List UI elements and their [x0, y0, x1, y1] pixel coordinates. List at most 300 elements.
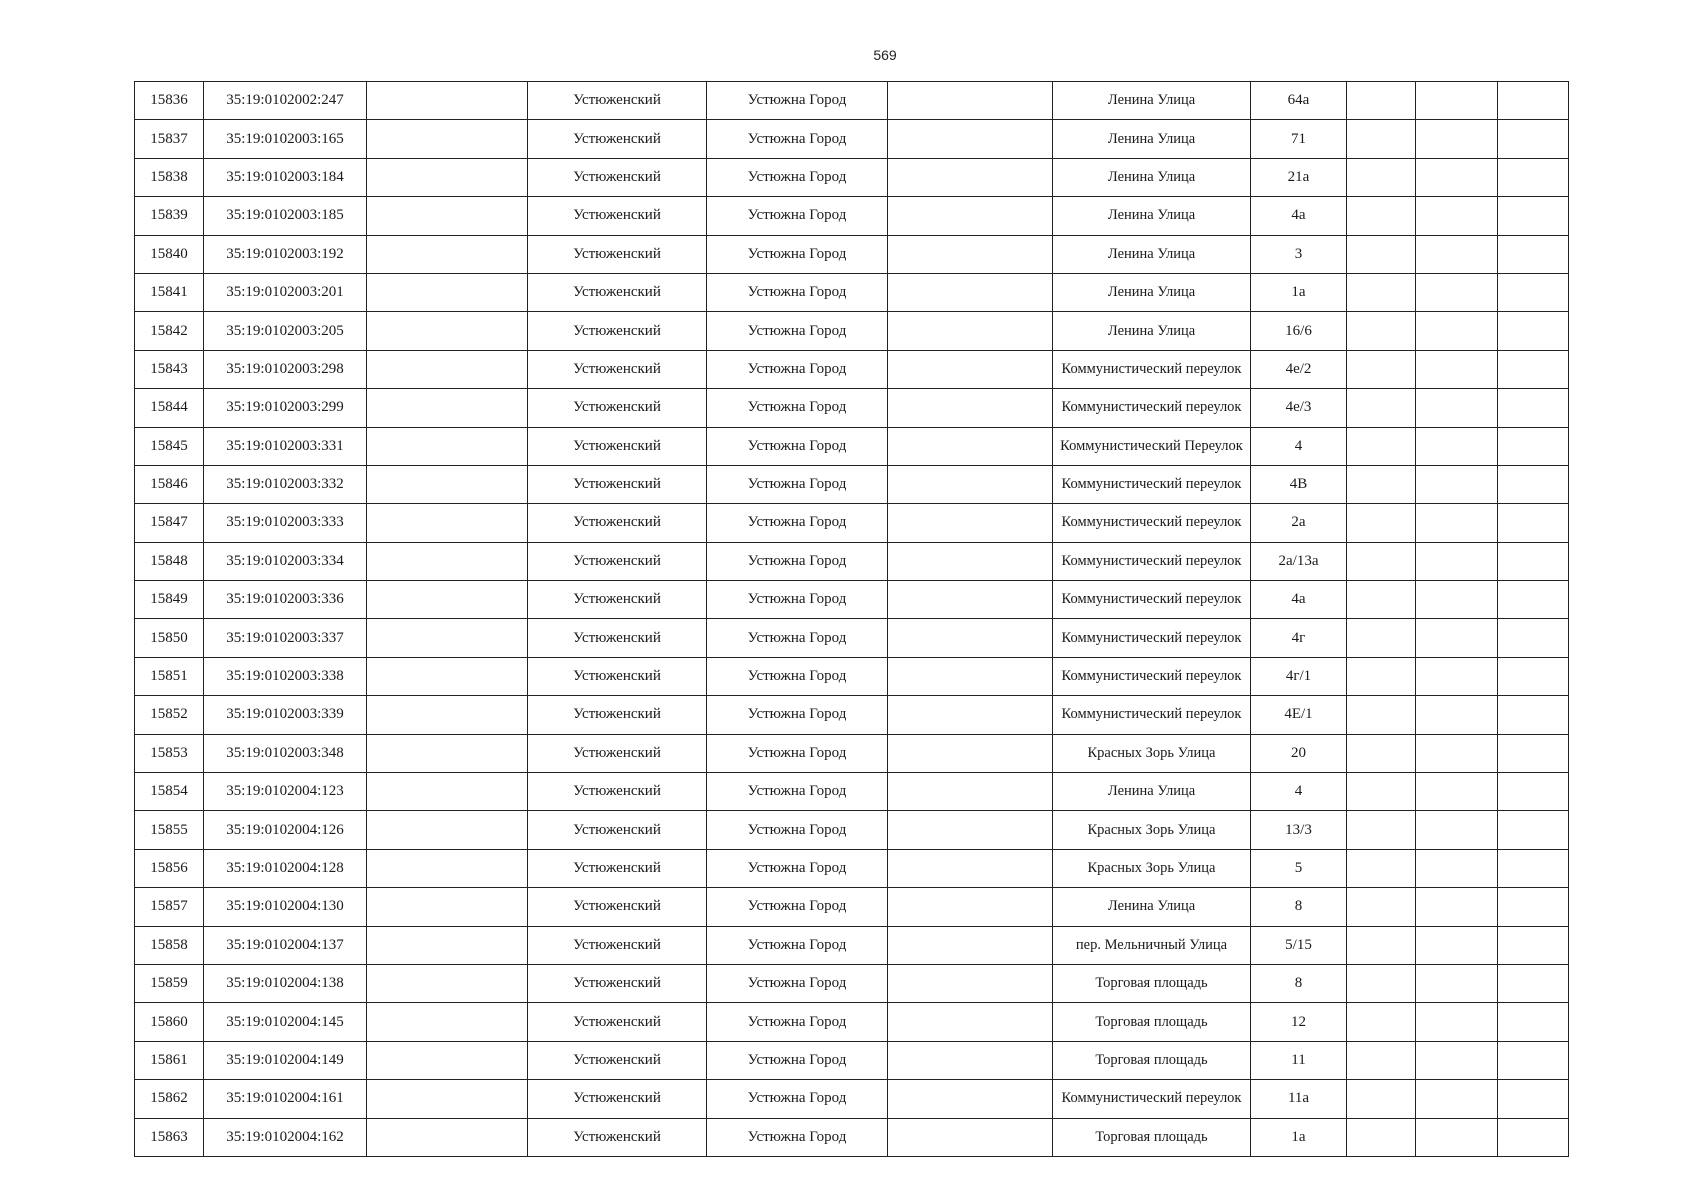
row-number-cell: 15844: [135, 389, 204, 427]
empty-cell: [1347, 120, 1416, 158]
cadastral-number-cell: 35:19:0102003:165: [204, 120, 367, 158]
street-cell: Ленина Улица: [1053, 235, 1251, 273]
street-cell: Ленина Улица: [1053, 273, 1251, 311]
district-cell: Устюженский: [528, 619, 707, 657]
empty-cell: [888, 811, 1053, 849]
table-row: [135, 350, 1569, 388]
settlement-cell: Устюжна Город: [707, 82, 888, 120]
empty-cell: [367, 427, 528, 465]
table-row: [135, 465, 1569, 503]
row-number-cell: 15852: [135, 696, 204, 734]
house-number-cell: 20: [1251, 734, 1347, 772]
house-number-cell: 4г: [1251, 619, 1347, 657]
district-cell: Устюженский: [528, 888, 707, 926]
row-number-cell: 15862: [135, 1080, 204, 1118]
house-number-cell: 71: [1251, 120, 1347, 158]
street-cell: пер. Мельничный Улица: [1053, 926, 1251, 964]
district-cell: Устюженский: [528, 1041, 707, 1079]
empty-cell: [1347, 581, 1416, 619]
house-number-cell: 4: [1251, 427, 1347, 465]
row-number-cell: 15845: [135, 427, 204, 465]
empty-cell: [1498, 542, 1569, 580]
settlement-cell: Устюжна Город: [707, 1118, 888, 1156]
table-row: [135, 542, 1569, 580]
empty-cell: [1416, 811, 1498, 849]
empty-cell: [1347, 389, 1416, 427]
row-number-cell: 15836: [135, 82, 204, 120]
empty-cell: [1498, 1003, 1569, 1041]
house-number-cell: 4Е/1: [1251, 696, 1347, 734]
house-number-cell: 12: [1251, 1003, 1347, 1041]
row-number-cell: 15856: [135, 849, 204, 887]
house-number-cell: 13/3: [1251, 811, 1347, 849]
cadastral-number-cell: 35:19:0102003:336: [204, 581, 367, 619]
table-row: [135, 581, 1569, 619]
row-number-cell: 15857: [135, 888, 204, 926]
street-cell: Коммунистический переулок: [1053, 542, 1251, 580]
empty-cell: [1416, 1080, 1498, 1118]
empty-cell: [888, 1118, 1053, 1156]
street-cell: Торговая площадь: [1053, 1118, 1251, 1156]
empty-cell: [888, 849, 1053, 887]
settlement-cell: Устюжна Город: [707, 1080, 888, 1118]
district-cell: Устюженский: [528, 273, 707, 311]
empty-cell: [1347, 197, 1416, 235]
cadastral-number-cell: 35:19:0102003:333: [204, 504, 367, 542]
cadastral-number-cell: 35:19:0102003:205: [204, 312, 367, 350]
district-cell: Устюженский: [528, 197, 707, 235]
cadastral-number-cell: 35:19:0102004:123: [204, 773, 367, 811]
street-cell: Коммунистический переулок: [1053, 504, 1251, 542]
empty-cell: [1498, 888, 1569, 926]
street-cell: Коммунистический Переулок: [1053, 427, 1251, 465]
district-cell: Устюженский: [528, 158, 707, 196]
cadastral-number-cell: 35:19:0102003:298: [204, 350, 367, 388]
page-number: 569: [873, 47, 897, 63]
empty-cell: [888, 82, 1053, 120]
cadastral-number-cell: 35:19:0102004:161: [204, 1080, 367, 1118]
empty-cell: [888, 350, 1053, 388]
table-row: [135, 158, 1569, 196]
table-row: [135, 312, 1569, 350]
empty-cell: [1347, 773, 1416, 811]
settlement-cell: Устюжна Город: [707, 197, 888, 235]
house-number-cell: 5/15: [1251, 926, 1347, 964]
street-cell: Ленина Улица: [1053, 197, 1251, 235]
street-cell: Ленина Улица: [1053, 158, 1251, 196]
street-cell: Коммунистический переулок: [1053, 657, 1251, 695]
house-number-cell: 5: [1251, 849, 1347, 887]
settlement-cell: Устюжна Город: [707, 235, 888, 273]
empty-cell: [888, 504, 1053, 542]
table-row: [135, 504, 1569, 542]
empty-cell: [367, 1003, 528, 1041]
settlement-cell: Устюжна Город: [707, 427, 888, 465]
house-number-cell: 64а: [1251, 82, 1347, 120]
row-number-cell: 15846: [135, 465, 204, 503]
street-cell: Красных Зорь Улица: [1053, 811, 1251, 849]
empty-cell: [1416, 581, 1498, 619]
district-cell: Устюженский: [528, 235, 707, 273]
empty-cell: [367, 734, 528, 772]
table-row: [135, 82, 1569, 120]
empty-cell: [1498, 619, 1569, 657]
empty-cell: [888, 1003, 1053, 1041]
cadastral-number-cell: 35:19:0102003:201: [204, 273, 367, 311]
empty-cell: [1498, 427, 1569, 465]
cadastral-number-cell: 35:19:0102003:334: [204, 542, 367, 580]
street-cell: Торговая площадь: [1053, 1041, 1251, 1079]
settlement-cell: Устюжна Город: [707, 542, 888, 580]
empty-cell: [1498, 811, 1569, 849]
table-row: [135, 197, 1569, 235]
row-number-cell: 15840: [135, 235, 204, 273]
empty-cell: [1498, 657, 1569, 695]
district-cell: Устюженский: [528, 465, 707, 503]
empty-cell: [1498, 465, 1569, 503]
empty-cell: [1498, 1118, 1569, 1156]
street-cell: Ленина Улица: [1053, 120, 1251, 158]
cadastral-number-cell: 35:19:0102004:149: [204, 1041, 367, 1079]
cadastral-number-cell: 35:19:0102003:192: [204, 235, 367, 273]
house-number-cell: 21а: [1251, 158, 1347, 196]
empty-cell: [888, 235, 1053, 273]
empty-cell: [367, 235, 528, 273]
table-row: [135, 619, 1569, 657]
empty-cell: [1498, 1041, 1569, 1079]
empty-cell: [367, 158, 528, 196]
row-number-cell: 15863: [135, 1118, 204, 1156]
settlement-cell: Устюжна Город: [707, 312, 888, 350]
empty-cell: [367, 926, 528, 964]
table-row: [135, 696, 1569, 734]
cadastral-number-cell: 35:19:0102003:185: [204, 197, 367, 235]
settlement-cell: Устюжна Город: [707, 581, 888, 619]
empty-cell: [367, 811, 528, 849]
table-row: [135, 811, 1569, 849]
table-row: [135, 773, 1569, 811]
house-number-cell: 4е/3: [1251, 389, 1347, 427]
street-cell: Торговая площадь: [1053, 964, 1251, 1002]
district-cell: Устюженский: [528, 811, 707, 849]
empty-cell: [888, 197, 1053, 235]
empty-cell: [888, 734, 1053, 772]
empty-cell: [888, 273, 1053, 311]
empty-cell: [367, 389, 528, 427]
empty-cell: [1347, 82, 1416, 120]
cadastral-number-cell: 35:19:0102002:247: [204, 82, 367, 120]
street-cell: Красных Зорь Улица: [1053, 849, 1251, 887]
row-number-cell: 15843: [135, 350, 204, 388]
empty-cell: [1347, 926, 1416, 964]
empty-cell: [1498, 82, 1569, 120]
empty-cell: [888, 1080, 1053, 1118]
empty-cell: [367, 849, 528, 887]
settlement-cell: Устюжна Город: [707, 657, 888, 695]
empty-cell: [1416, 542, 1498, 580]
street-cell: Коммунистический переулок: [1053, 350, 1251, 388]
cadastral-number-cell: 35:19:0102003:339: [204, 696, 367, 734]
street-cell: Ленина Улица: [1053, 888, 1251, 926]
empty-cell: [1347, 657, 1416, 695]
settlement-cell: Устюжна Город: [707, 619, 888, 657]
empty-cell: [1416, 964, 1498, 1002]
district-cell: Устюженский: [528, 1080, 707, 1118]
table-row: [135, 734, 1569, 772]
cadastral-number-cell: 35:19:0102003:331: [204, 427, 367, 465]
house-number-cell: 4г/1: [1251, 657, 1347, 695]
row-number-cell: 15850: [135, 619, 204, 657]
empty-cell: [1347, 1080, 1416, 1118]
row-number-cell: 15849: [135, 581, 204, 619]
street-cell: Коммунистический переулок: [1053, 619, 1251, 657]
empty-cell: [1416, 158, 1498, 196]
empty-cell: [367, 120, 528, 158]
empty-cell: [1498, 581, 1569, 619]
empty-cell: [1416, 1041, 1498, 1079]
district-cell: Устюженский: [528, 427, 707, 465]
cadastral-number-cell: 35:19:0102004:137: [204, 926, 367, 964]
empty-cell: [1347, 1041, 1416, 1079]
cadastral-number-cell: 35:19:0102004:126: [204, 811, 367, 849]
empty-cell: [1498, 773, 1569, 811]
settlement-cell: Устюжна Город: [707, 696, 888, 734]
empty-cell: [1416, 465, 1498, 503]
empty-cell: [1498, 197, 1569, 235]
empty-cell: [367, 696, 528, 734]
row-number-cell: 15858: [135, 926, 204, 964]
cadastral-number-cell: 35:19:0102004:130: [204, 888, 367, 926]
street-cell: Коммунистический переулок: [1053, 581, 1251, 619]
empty-cell: [1347, 811, 1416, 849]
empty-cell: [1416, 197, 1498, 235]
district-cell: Устюженский: [528, 82, 707, 120]
empty-cell: [1416, 1118, 1498, 1156]
row-number-cell: 15842: [135, 312, 204, 350]
district-cell: Устюженский: [528, 1003, 707, 1041]
cadastral-number-cell: 35:19:0102003:299: [204, 389, 367, 427]
empty-cell: [1347, 964, 1416, 1002]
empty-cell: [1498, 235, 1569, 273]
empty-cell: [888, 542, 1053, 580]
street-cell: Ленина Улица: [1053, 773, 1251, 811]
row-number-cell: 15848: [135, 542, 204, 580]
table-row: [135, 657, 1569, 695]
empty-cell: [1498, 696, 1569, 734]
empty-cell: [1416, 849, 1498, 887]
row-number-cell: 15859: [135, 964, 204, 1002]
empty-cell: [1416, 312, 1498, 350]
row-number-cell: 15854: [135, 773, 204, 811]
empty-cell: [367, 542, 528, 580]
table-row: [135, 926, 1569, 964]
settlement-cell: Устюжна Город: [707, 849, 888, 887]
district-cell: Устюженский: [528, 504, 707, 542]
empty-cell: [1416, 773, 1498, 811]
cadastral-number-cell: 35:19:0102004:128: [204, 849, 367, 887]
empty-cell: [367, 350, 528, 388]
district-cell: Устюженский: [528, 1118, 707, 1156]
district-cell: Устюженский: [528, 350, 707, 388]
empty-cell: [1347, 465, 1416, 503]
empty-cell: [367, 619, 528, 657]
empty-cell: [1416, 888, 1498, 926]
district-cell: Устюженский: [528, 964, 707, 1002]
table-row: [135, 273, 1569, 311]
cadastral-number-cell: 35:19:0102003:337: [204, 619, 367, 657]
district-cell: Устюженский: [528, 389, 707, 427]
house-number-cell: 4а: [1251, 197, 1347, 235]
district-cell: Устюженский: [528, 312, 707, 350]
empty-cell: [1347, 350, 1416, 388]
row-number-cell: 15851: [135, 657, 204, 695]
cadastral-number-cell: 35:19:0102003:184: [204, 158, 367, 196]
empty-cell: [1498, 734, 1569, 772]
row-number-cell: 15861: [135, 1041, 204, 1079]
house-number-cell: 2а: [1251, 504, 1347, 542]
empty-cell: [1498, 849, 1569, 887]
empty-cell: [1416, 82, 1498, 120]
house-number-cell: 1а: [1251, 1118, 1347, 1156]
row-number-cell: 15853: [135, 734, 204, 772]
empty-cell: [1498, 158, 1569, 196]
settlement-cell: Устюжна Город: [707, 773, 888, 811]
empty-cell: [1347, 427, 1416, 465]
district-cell: Устюженский: [528, 734, 707, 772]
cadastral-number-cell: 35:19:0102003:338: [204, 657, 367, 695]
table-row: [135, 964, 1569, 1002]
street-cell: Коммунистический переулок: [1053, 696, 1251, 734]
empty-cell: [367, 82, 528, 120]
house-number-cell: 1а: [1251, 273, 1347, 311]
empty-cell: [1347, 312, 1416, 350]
settlement-cell: Устюжна Город: [707, 504, 888, 542]
settlement-cell: Устюжна Город: [707, 273, 888, 311]
empty-cell: [1498, 273, 1569, 311]
empty-cell: [1416, 1003, 1498, 1041]
empty-cell: [888, 389, 1053, 427]
empty-cell: [1347, 888, 1416, 926]
street-cell: Ленина Улица: [1053, 312, 1251, 350]
empty-cell: [1498, 312, 1569, 350]
empty-cell: [1416, 926, 1498, 964]
district-cell: Устюженский: [528, 849, 707, 887]
empty-cell: [1416, 350, 1498, 388]
table-row: [135, 389, 1569, 427]
cadastral-number-cell: 35:19:0102003:348: [204, 734, 367, 772]
settlement-cell: Устюжна Город: [707, 964, 888, 1002]
empty-cell: [1347, 619, 1416, 657]
district-cell: Устюженский: [528, 657, 707, 695]
district-cell: Устюженский: [528, 542, 707, 580]
settlement-cell: Устюжна Город: [707, 811, 888, 849]
empty-cell: [367, 1118, 528, 1156]
registry-table-body: [135, 82, 1569, 1157]
empty-cell: [1416, 657, 1498, 695]
empty-cell: [1347, 1118, 1416, 1156]
empty-cell: [367, 657, 528, 695]
empty-cell: [888, 619, 1053, 657]
settlement-cell: Устюжна Город: [707, 350, 888, 388]
empty-cell: [367, 504, 528, 542]
empty-cell: [1498, 926, 1569, 964]
street-cell: Коммунистический переулок: [1053, 389, 1251, 427]
settlement-cell: Устюжна Город: [707, 1041, 888, 1079]
empty-cell: [1498, 964, 1569, 1002]
empty-cell: [888, 427, 1053, 465]
street-cell: Красных Зорь Улица: [1053, 734, 1251, 772]
empty-cell: [1498, 1080, 1569, 1118]
house-number-cell: 11а: [1251, 1080, 1347, 1118]
empty-cell: [367, 1080, 528, 1118]
empty-cell: [1347, 158, 1416, 196]
house-number-cell: 4: [1251, 773, 1347, 811]
house-number-cell: 4е/2: [1251, 350, 1347, 388]
settlement-cell: Устюжна Город: [707, 734, 888, 772]
empty-cell: [1416, 235, 1498, 273]
house-number-cell: 8: [1251, 888, 1347, 926]
empty-cell: [367, 773, 528, 811]
empty-cell: [888, 888, 1053, 926]
empty-cell: [367, 888, 528, 926]
settlement-cell: Устюжна Город: [707, 1003, 888, 1041]
house-number-cell: 8: [1251, 964, 1347, 1002]
table-row: [135, 1080, 1569, 1118]
empty-cell: [1347, 849, 1416, 887]
row-number-cell: 15837: [135, 120, 204, 158]
house-number-cell: 4В: [1251, 465, 1347, 503]
empty-cell: [367, 1041, 528, 1079]
empty-cell: [1347, 734, 1416, 772]
empty-cell: [1416, 734, 1498, 772]
empty-cell: [367, 273, 528, 311]
empty-cell: [1416, 389, 1498, 427]
cadastral-number-cell: 35:19:0102004:162: [204, 1118, 367, 1156]
settlement-cell: Устюжна Город: [707, 389, 888, 427]
empty-cell: [367, 465, 528, 503]
empty-cell: [888, 657, 1053, 695]
row-number-cell: 15847: [135, 504, 204, 542]
settlement-cell: Устюжна Город: [707, 158, 888, 196]
settlement-cell: Устюжна Город: [707, 888, 888, 926]
empty-cell: [1347, 696, 1416, 734]
row-number-cell: 15841: [135, 273, 204, 311]
row-number-cell: 15860: [135, 1003, 204, 1041]
district-cell: Устюженский: [528, 926, 707, 964]
street-cell: Коммунистический переулок: [1053, 1080, 1251, 1118]
table-row: [135, 1041, 1569, 1079]
table-row: [135, 888, 1569, 926]
empty-cell: [1347, 1003, 1416, 1041]
row-number-cell: 15839: [135, 197, 204, 235]
empty-cell: [1347, 504, 1416, 542]
empty-cell: [888, 926, 1053, 964]
empty-cell: [1416, 120, 1498, 158]
empty-cell: [1416, 619, 1498, 657]
house-number-cell: 3: [1251, 235, 1347, 273]
empty-cell: [888, 581, 1053, 619]
empty-cell: [367, 964, 528, 1002]
empty-cell: [888, 465, 1053, 503]
empty-cell: [367, 312, 528, 350]
cadastral-number-cell: 35:19:0102003:332: [204, 465, 367, 503]
cadastral-number-cell: 35:19:0102004:145: [204, 1003, 367, 1041]
empty-cell: [1347, 542, 1416, 580]
empty-cell: [1347, 235, 1416, 273]
empty-cell: [1347, 273, 1416, 311]
empty-cell: [1498, 389, 1569, 427]
row-number-cell: 15838: [135, 158, 204, 196]
